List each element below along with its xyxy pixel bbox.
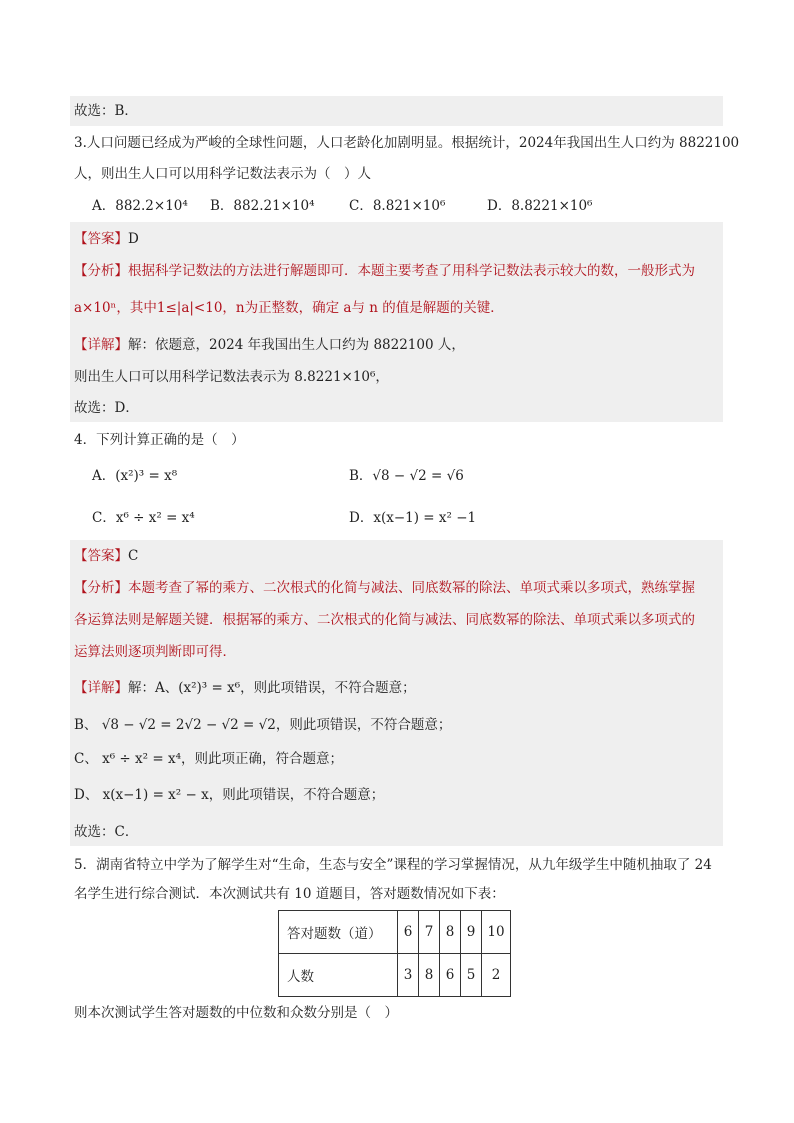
q4-detail-b: B、 √8 − √2 = 2√2 − √2 = √2，则此项错误，不符合题意； <box>74 717 452 733</box>
q4-analysis-line3: 运算法则逐项判断即可得． <box>74 644 236 660</box>
q2-conclusion: 故选：B． <box>74 103 138 119</box>
table-cell: 3 <box>398 954 419 997</box>
q4-analysis-line1: 【分析】本题考查了幂的乘方、二次根式的化简与减法、同底数幂的除法、单项式乘以多项式，熟练掌握 <box>74 580 695 596</box>
table-cell: 7 <box>419 911 440 954</box>
q3-detail-line2: 则出生人口可以用科学记数法表示为 8.8221×10⁶， <box>74 369 389 385</box>
table-row <box>279 911 511 954</box>
q3-detail-line1: 【详解】解：依题意，2024 年我国出生人口约为 8822100 人， <box>74 337 465 353</box>
q4-option-a: A．(x²)³ = x⁸ <box>92 468 178 484</box>
answer-count-table <box>278 910 511 997</box>
q4-detail-d: D、 x(x−1) = x² − x，则此项错误，不符合题意； <box>74 787 385 803</box>
q4-conclusion: 故选：C． <box>74 824 139 840</box>
q3-option-b: B．882.21×10⁴ <box>210 198 315 214</box>
table-header-cell: 人数 <box>279 954 398 997</box>
q3-option-a: A．882.2×10⁴ <box>92 198 188 214</box>
q3-conclusion: 故选：D． <box>74 400 139 416</box>
table-cell: 9 <box>461 911 482 954</box>
table-header-cell: 答对题数（道） <box>279 911 398 954</box>
q5-stem-line1: 5．湖南省特立中学为了解学生对“生命，生态与安全”课程的学习掌握情况，从九年级学生中随机抽取了 24 <box>74 857 712 873</box>
table-cell: 6 <box>440 954 461 997</box>
table-row <box>279 954 511 997</box>
q4-stem: 4．下列计算正确的是（ ） <box>74 432 245 448</box>
solution-block-q2 <box>70 96 723 126</box>
q3-stem-line2: 人，则出生人口可以用科学记数法表示为（ ）人 <box>74 166 371 182</box>
table-cell: 2 <box>482 954 511 997</box>
table-cell: 8 <box>419 954 440 997</box>
q3-option-c: C．8.821×10⁶ <box>349 198 446 214</box>
table-cell: 6 <box>398 911 419 954</box>
q3-option-d: D．8.8221×10⁶ <box>487 198 593 214</box>
q4-analysis-line2: 各运算法则是解题关键．根据幂的乘方、二次根式的化简与减法、同底数幂的除法、单项式乘以多项式的 <box>74 612 695 628</box>
q5-question: 则本次测试学生答对题数的中位数和众数分别是（ ） <box>74 1005 398 1021</box>
q4-answer: 【答案】C <box>74 548 139 564</box>
q4-option-c: C．x⁶ ÷ x² = x⁴ <box>92 510 195 526</box>
table-cell: 10 <box>482 911 511 954</box>
q4-detail-c: C、 x⁶ ÷ x² = x⁴，则此项正确，符合题意； <box>74 751 343 767</box>
q4-option-b: B．√8 − √2 = √6 <box>349 468 464 484</box>
q3-analysis-line2: a×10ⁿ，其中1≤|a|<10，n为正整数，确定 a与 n 的值是解题的关键． <box>74 300 504 316</box>
solution-block-q3 <box>70 222 723 422</box>
table-cell: 5 <box>461 954 482 997</box>
q3-stem-line1: 3.人口问题已经成为严峻的全球性问题，人口老龄化加剧明显。根据统计，2024年我国出生人口约为 8822100 <box>74 135 740 151</box>
q4-detail-a: 【详解】解：A、(x²)³ = x⁶，则此项错误，不符合题意； <box>74 680 416 696</box>
q3-answer: 【答案】D <box>74 231 139 247</box>
table-cell: 8 <box>440 911 461 954</box>
q5-stem-line2: 名学生进行综合测试．本次测试共有 10 道题目，答对题数情况如下表： <box>74 886 505 902</box>
q3-analysis-line1: 【分析】根据科学记数法的方法进行解题即可．本题主要考查了用科学记数法表示较大的数，一般形式为 <box>74 263 695 279</box>
q4-option-d: D．x(x−1) = x² −1 <box>349 510 477 526</box>
